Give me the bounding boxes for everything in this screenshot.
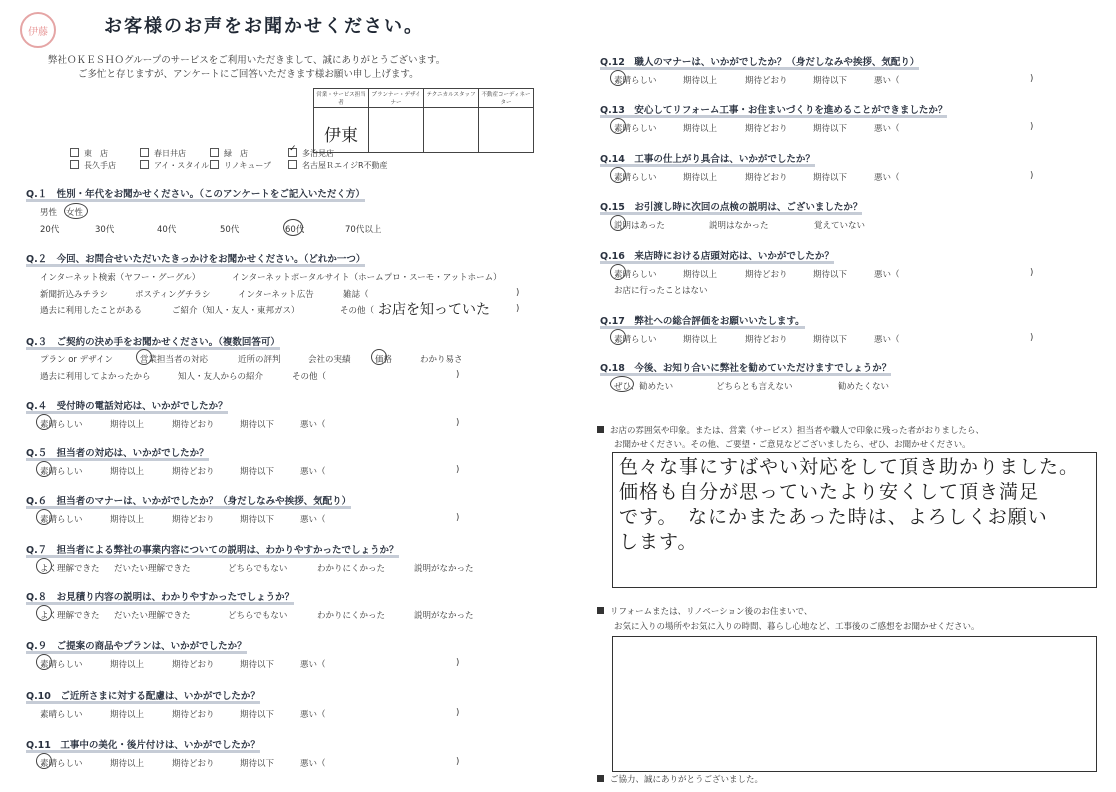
q14-option[interactable]: 悪い（: [874, 173, 900, 183]
q8-option[interactable]: どちらでもない: [228, 611, 288, 621]
staff-cell-technical[interactable]: [424, 108, 479, 153]
intro-line-1: 弊社ＯＫＥＳＨＯグループのサービスをご利用いただきまして、誠にありがとうございます。: [48, 55, 446, 66]
q18-option[interactable]: 勧めたくない: [838, 382, 890, 392]
checkbox[interactable]: [140, 148, 149, 157]
square-bullet-icon: [597, 607, 604, 614]
staff-table: [313, 88, 534, 153]
q16-extra-option[interactable]: お店に行ったことはない: [614, 286, 708, 296]
answer-circle: [610, 329, 626, 345]
q1-age-option[interactable]: 20代: [40, 225, 60, 235]
q11-option[interactable]: 期待どおり: [172, 759, 215, 769]
q2-option[interactable]: ポスティングチラシ: [135, 290, 211, 300]
seal-stamp: [20, 12, 56, 48]
close-paren: ): [1030, 268, 1034, 278]
close-paren: ): [1030, 171, 1034, 181]
q1-age-option[interactable]: 60代: [285, 225, 305, 235]
q11-title: Q.11 工事中の美化・後片付けは、いかがでしたか？: [26, 737, 260, 753]
comment-line: します。: [619, 531, 698, 553]
q4-option[interactable]: 期待以上: [110, 420, 145, 430]
q5-title: Q.５ 担当者の対応は、いかがでしたか？: [26, 445, 209, 461]
q1-gender-option[interactable]: 女性: [66, 208, 84, 218]
q3-option[interactable]: 価格: [375, 355, 393, 365]
answer-circle: [136, 349, 152, 365]
checkbox[interactable]: [210, 148, 219, 157]
store-option[interactable]: リノキューブ: [210, 160, 288, 172]
q12-option[interactable]: 悪い（: [874, 76, 900, 86]
q18-option[interactable]: どちらとも言えない: [716, 382, 793, 392]
q15-title: Q.15 お引渡し時に次回の点検の説明は、ございましたか？: [600, 199, 862, 215]
q13-option[interactable]: 素晴らしい: [614, 124, 657, 134]
comments1-box[interactable]: [612, 452, 1097, 588]
q6-option[interactable]: 期待以下: [240, 515, 275, 525]
store-option[interactable]: アイ・スタイル: [140, 160, 210, 172]
q9-option[interactable]: 期待以上: [110, 660, 145, 670]
close-paren: ): [1030, 122, 1034, 132]
q8-option[interactable]: わかりにくかった: [317, 611, 386, 621]
close-paren: ): [456, 658, 460, 668]
close-paren: ): [516, 288, 520, 298]
q3-option[interactable]: わかり易さ: [420, 355, 463, 365]
q5-option[interactable]: 期待以下: [240, 467, 275, 477]
q10-option[interactable]: 素晴らしい: [40, 710, 83, 720]
q2-option[interactable]: インターネットポータルサイト（ホームプロ・スーモ・アットホーム）: [232, 273, 502, 283]
q16-title: Q.16 来店時における店頭対応は、いかがでしたか？: [600, 248, 834, 264]
q16-option[interactable]: 期待以上: [683, 270, 718, 280]
answer-circle: [36, 605, 52, 621]
q10-title: Q.10 ご近所さまに対する配慮は、いかがでしたか？: [26, 688, 260, 704]
q7-option[interactable]: わかりにくかった: [317, 564, 386, 574]
close-paren: ): [456, 708, 460, 718]
q7-option[interactable]: だいたい理解できた: [114, 564, 191, 574]
q4-option[interactable]: 期待以下: [240, 420, 275, 430]
q6-option[interactable]: 素晴らしい: [40, 515, 83, 525]
q10-option[interactable]: 期待以下: [240, 710, 275, 720]
answer-circle: [36, 654, 52, 670]
close-paren: ): [456, 757, 460, 767]
q16-option[interactable]: 期待どおり: [745, 270, 788, 280]
q10-option[interactable]: 悪い（: [300, 710, 326, 720]
q11-option[interactable]: 悪い（: [300, 759, 326, 769]
q9-option[interactable]: 期待以下: [240, 660, 275, 670]
store-option[interactable]: 東 店: [70, 148, 140, 160]
q3-option[interactable]: プラン or デザイン: [40, 355, 114, 365]
staff-cell-realestate[interactable]: [479, 108, 534, 153]
q12-option[interactable]: 素晴らしい: [614, 76, 657, 86]
q16-option[interactable]: 悪い（: [874, 270, 900, 280]
comments2-prompt-1: リフォームまたは、リノベーション後のお住まいで、: [597, 605, 812, 617]
checkbox-checked[interactable]: [288, 148, 297, 157]
seal-text: 伊藤: [28, 26, 48, 38]
answer-circle: [64, 203, 88, 219]
answer-circle: [283, 219, 303, 236]
store-option[interactable]: 緑 店: [210, 148, 288, 160]
q5-option[interactable]: 期待どおり: [172, 467, 215, 477]
q17-option[interactable]: 悪い（: [874, 335, 900, 345]
staff-cell-planner[interactable]: [369, 108, 424, 153]
page-title: お客様のお声をお聞かせください。: [104, 16, 424, 37]
q3-option[interactable]: 近所の評判: [238, 355, 281, 365]
answer-circle: [610, 167, 626, 183]
q5-option[interactable]: 期待以上: [110, 467, 145, 477]
square-bullet-icon: [597, 426, 604, 433]
q18-option[interactable]: ぜひ、勧めたい: [614, 382, 674, 392]
q16-option[interactable]: 素晴らしい: [614, 270, 657, 280]
answer-circle: [36, 753, 52, 769]
q11-option[interactable]: 期待以下: [240, 759, 275, 769]
q2-option[interactable]: ご紹介（知人・友人・東邦ガス）: [172, 306, 300, 316]
q1-age-option[interactable]: 30代: [95, 225, 115, 235]
q9-option[interactable]: 素晴らしい: [40, 660, 83, 670]
q3-option[interactable]: 会社の実績: [308, 355, 351, 365]
q1-age-option[interactable]: 40代: [157, 225, 177, 235]
q14-option[interactable]: 期待以下: [813, 173, 848, 183]
q8-option[interactable]: 説明がなかった: [414, 611, 474, 621]
q11-option[interactable]: 素晴らしい: [40, 759, 83, 769]
staff-header-planner: プランナー・デザイナー: [369, 89, 424, 108]
answer-circle: [610, 264, 626, 280]
checkbox[interactable]: [70, 160, 79, 169]
q6-title: Q.６ 担当者のマナーは、いかがでしたか？（身だしなみや挨拶、気配り）: [26, 493, 351, 509]
store-option[interactable]: 長久手店: [70, 160, 140, 172]
answer-circle: [610, 118, 626, 134]
q1-age-option[interactable]: 70代以上: [345, 225, 382, 235]
q15-option[interactable]: 説明はあった: [614, 221, 665, 231]
q9-option[interactable]: 悪い（: [300, 660, 326, 670]
q5-option[interactable]: 悪い（: [300, 467, 326, 477]
close-paren: ): [456, 418, 460, 428]
q1-gender-option[interactable]: 男性: [40, 208, 58, 218]
answer-circle: [610, 215, 626, 231]
comment-line: です。 なにかまたあった時は、よろしくお願い: [619, 506, 1048, 528]
square-bullet-icon: [597, 775, 604, 782]
store-checklist: [70, 148, 388, 172]
close-paren: ): [1030, 74, 1034, 84]
q7-option[interactable]: よく理解できた: [40, 564, 100, 574]
q2-other-handwritten: お店を知っていた: [378, 302, 490, 318]
q3-option[interactable]: その他（: [292, 372, 327, 382]
close-paren: ): [456, 370, 460, 380]
intro-line-2: ご多忙と存じますが、アンケートにご回答いただきます様お願い申し上げます。: [78, 69, 419, 80]
q17-option[interactable]: 期待以下: [813, 335, 848, 345]
staff-cell-sales[interactable]: [314, 108, 369, 153]
close-paren: ): [516, 304, 520, 314]
staff-header-sales: 営業・サービス担当者: [314, 89, 369, 108]
q14-option[interactable]: 期待どおり: [745, 173, 788, 183]
q13-option[interactable]: 期待どおり: [745, 124, 788, 134]
q18-title: Q.18 今後、お知り合いに弊社を勧めていただけますでしょうか？: [600, 360, 891, 376]
q2-option[interactable]: その他（: [340, 306, 375, 316]
close-paren: ): [1030, 333, 1034, 343]
q2-option[interactable]: インターネット検索（ヤフー・グーグル）: [40, 273, 201, 283]
q1-age-option[interactable]: 50代: [220, 225, 240, 235]
q17-option[interactable]: 素晴らしい: [614, 335, 657, 345]
comment-line: 価格も自分が思っていたより安くして頂き満足: [619, 481, 1040, 503]
q10-option[interactable]: 期待どおり: [172, 710, 215, 720]
q2-option[interactable]: 雑誌（: [343, 290, 369, 300]
checkbox[interactable]: [210, 160, 219, 169]
q8-title: Q.８ お見積り内容の説明は、わかりやすかったでしょうか？: [26, 589, 294, 605]
store-option[interactable]: 春日井店: [140, 148, 210, 160]
q13-title: Q.13 安心してリフォーム工事・お住まいづくりを進めることができましたか？: [600, 102, 947, 118]
q13-option[interactable]: 期待以上: [683, 124, 718, 134]
q11-option[interactable]: 期待以上: [110, 759, 145, 769]
q12-option[interactable]: 期待以下: [813, 76, 848, 86]
answer-circle: [371, 349, 387, 365]
answer-circle: [36, 509, 52, 525]
answer-circle: [36, 558, 52, 574]
q7-option[interactable]: 説明がなかった: [414, 564, 474, 574]
q15-option[interactable]: 覚えていない: [814, 221, 866, 231]
q13-option[interactable]: 悪い（: [874, 124, 900, 134]
store-option[interactable]: ✓ 多治見店: [288, 148, 358, 160]
q3-option[interactable]: 営業担当者の対応: [140, 355, 209, 365]
q12-option[interactable]: 期待以上: [683, 76, 718, 86]
q16-option[interactable]: 期待以下: [813, 270, 848, 280]
q9-title: Q.９ ご提案の商品やプランは、いかがでしたか？: [26, 638, 247, 654]
q17-option[interactable]: 期待どおり: [745, 335, 788, 345]
q8-option[interactable]: だいたい理解できた: [114, 611, 191, 621]
checkbox[interactable]: [288, 160, 297, 169]
q14-title: Q.14 工事の仕上がり具合は、いかがでしたか？: [600, 151, 815, 167]
q2-option[interactable]: インターネット広告: [238, 290, 314, 300]
comments1-prompt-1: お店の雰囲気や印象。または、営業（サービス）担当者や職人で印象に残った者がおりましたら、: [597, 424, 984, 436]
q15-option[interactable]: 説明はなかった: [709, 221, 769, 231]
checkbox[interactable]: [70, 148, 79, 157]
q17-title: Q.17 弊社への総合評価をお願いいたします。: [600, 313, 805, 329]
q9-option[interactable]: 期待どおり: [172, 660, 215, 670]
answer-circle: [610, 376, 634, 392]
staff-header-technical: テクニカルスタッフ: [424, 89, 479, 108]
q7-option[interactable]: どちらでもない: [228, 564, 288, 574]
q10-option[interactable]: 期待以上: [110, 710, 145, 720]
q12-option[interactable]: 期待どおり: [745, 76, 788, 86]
footer-thanks: ご協力、誠にありがとうございました。: [597, 773, 763, 785]
answer-circle: [36, 414, 52, 430]
staff-name-sales: 伊東: [324, 126, 358, 146]
answer-circle: [610, 70, 626, 86]
q13-option[interactable]: 期待以下: [813, 124, 848, 134]
q6-option[interactable]: 期待どおり: [172, 515, 215, 525]
q17-option[interactable]: 期待以上: [683, 335, 718, 345]
close-paren: ): [456, 465, 460, 475]
checkbox[interactable]: [140, 160, 149, 169]
staff-header-realestate: 不動産コーディネーター: [479, 89, 534, 108]
q7-title: Q.７ 担当者による弊社の事業内容についての説明は、わかりやすかったでしょうか？: [26, 542, 399, 558]
q4-title: Q.４ 受付時の電話対応は、いかがでしたか？: [26, 398, 228, 414]
q2-option[interactable]: 新聞折込みチラシ: [40, 290, 109, 300]
answer-circle: [36, 461, 52, 477]
q3-option[interactable]: 知人・友人からの紹介: [178, 372, 264, 382]
comment-line: 色々な事にすばやい対応をして頂き助かりました。: [619, 456, 1080, 478]
q3-option[interactable]: 過去に利用してよかったから: [40, 372, 151, 382]
q4-option[interactable]: 悪い（: [300, 420, 326, 430]
q1-title: Q.１ 性別・年代をお聞かせください。（このアンケートをご記入いただく方）: [26, 186, 365, 202]
q2-title: Q.２ 今回、お問合せいただいたきっかけをお聞かせください。（どれか一つ）: [26, 251, 365, 267]
q6-option[interactable]: 期待以上: [110, 515, 145, 525]
close-paren: ): [456, 513, 460, 523]
comments2-box[interactable]: [612, 636, 1097, 772]
q12-title: Q.12 職人のマナーは、いかがでしたか？（身だしなみや挨拶、気配り）: [600, 54, 919, 70]
q2-option[interactable]: 過去に利用したことがある: [40, 306, 143, 316]
q4-option[interactable]: 素晴らしい: [40, 420, 83, 430]
q3-title: Q.３ ご契約の決め手をお聞かせください。（複数回答可）: [26, 334, 280, 350]
q5-option[interactable]: 素晴らしい: [40, 467, 83, 477]
q14-option[interactable]: 素晴らしい: [614, 173, 657, 183]
store-option[interactable]: 名古屋ＲエイジR不動産: [288, 160, 358, 172]
comments2-prompt-2: お気に入りの場所やお気に入りの時間、暮らし心地など、工事後のご感想をお聞かせください。: [614, 622, 980, 632]
q6-option[interactable]: 悪い（: [300, 515, 326, 525]
comments1-prompt-2: お聞かせください。その他、ご要望・ご意見などございましたら、ぜひ、お聞かせください。: [614, 440, 971, 450]
q4-option[interactable]: 期待どおり: [172, 420, 215, 430]
q14-option[interactable]: 期待以上: [683, 173, 718, 183]
q8-option[interactable]: よく理解できた: [40, 611, 100, 621]
